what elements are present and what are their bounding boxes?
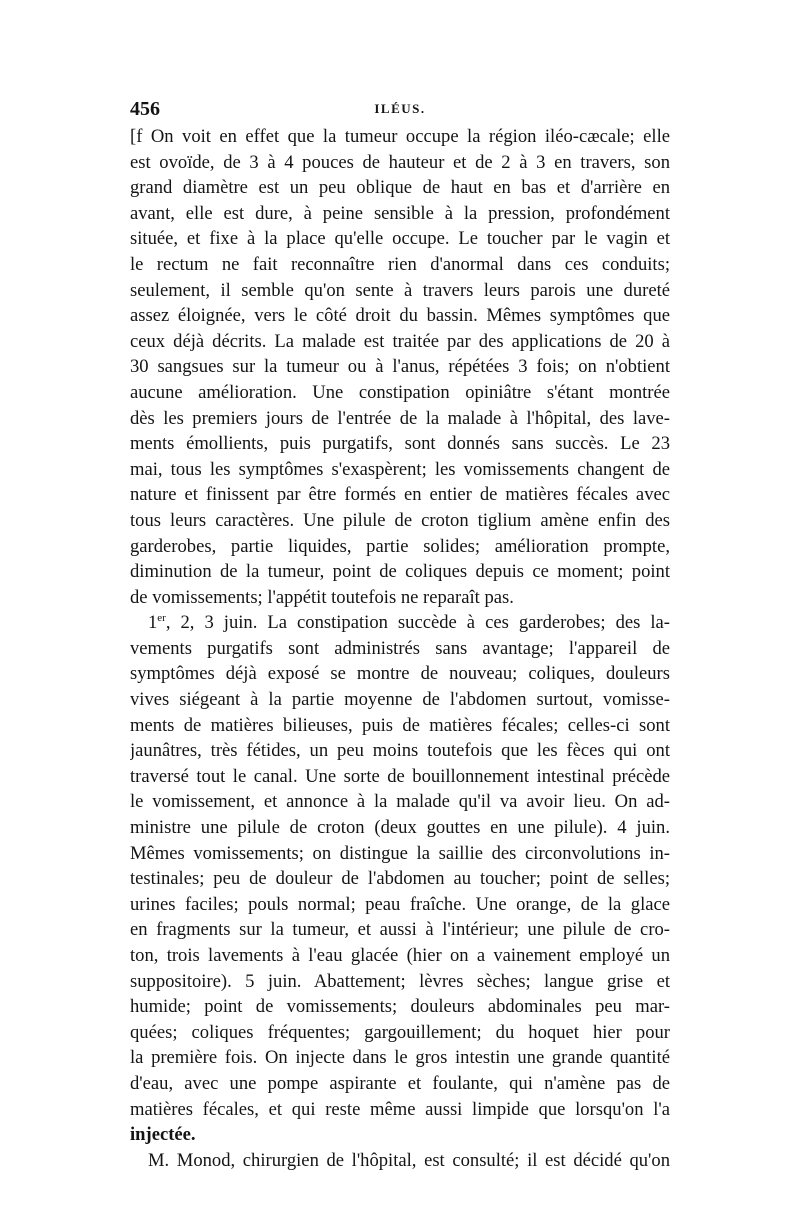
text-line: testinales; peu de douleur de l'abdomen au toucher; point de selles; (130, 868, 670, 890)
text-line: jaunâtres, très fétides, un peu moins toutefois que les fèces qui ont (130, 740, 670, 762)
text-line: aucune amélioration. Une constipation opiniâtre s'étant montrée (130, 381, 670, 403)
text-line: [f On voit en effet que la tumeur occupe la région iléo-cæcale; elle (130, 126, 670, 147)
body-text (130, 124, 670, 1173)
date-prefix: 1 (148, 612, 158, 634)
text-line: de vomissements; l'appétit toutefois ne reparaît pas. (130, 586, 514, 608)
text-line: humide; point de vomissements; douleurs abdominales peu mar- (130, 996, 670, 1018)
text-line: située, et fixe à la place qu'elle occupe. Le toucher par le vagin et (130, 228, 670, 250)
text-line: Mêmes vomissements; on distingue la saillie des circonvolutions in- (130, 842, 670, 864)
paragraph-1 (130, 124, 670, 610)
text-line: symptômes déjà exposé se montre de nouveau; coliques, douleurs (130, 663, 670, 685)
text-line: nature et finissent par être formés en entier de matières fécales avec (130, 484, 670, 506)
text-line: seulement, il semble qu'on sente à travers leurs parois une dureté (130, 279, 670, 301)
text-line: ments émollients, puis purgatifs, sont donnés sans succès. Le 23 (130, 433, 670, 455)
text-line (130, 610, 670, 636)
text-line: matières fécales, et qui reste même aussi limpide que lorsqu'on l'a (130, 1098, 670, 1120)
ordinal-superscript: er (157, 612, 166, 625)
text-line: grand diamètre est un peu oblique de haut en bas et d'arrière en (130, 177, 670, 199)
text-line: la première fois. On injecte dans le gros intestin une grande quantité (130, 1047, 670, 1069)
text-line: le vomissement, et annonce à la malade qu'il va avoir lieu. On ad- (130, 791, 670, 813)
text-line: est ovoïde, de 3 à 4 pouces de hauteur et de 2 à 3 en travers, son (130, 151, 670, 173)
text-line: ceux déjà décrits. La malade est traitée par des applications de 20 à (130, 330, 670, 352)
text-line-content: , 2, 3 juin. La constipation succède à ces garderobes; des la- (165, 612, 670, 634)
text-line: traversé tout le canal. Une sorte de bouillonnement intestinal précède (130, 765, 670, 787)
text-line: suppositoire). 5 juin. Abattement; lèvres sèches; langue grise et (130, 970, 670, 992)
text-line: dès les premiers jours de l'entrée de la malade à l'hôpital, des lave- (130, 407, 670, 429)
paragraph-2 (130, 610, 670, 1147)
running-title: ILÉUS. (374, 101, 426, 116)
text-line: vements purgatifs sont administrés sans avantage; l'appareil de (130, 637, 670, 659)
text-line: assez éloignée, vers le côté droit du bassin. Mêmes symptômes que (130, 305, 670, 327)
page-number: 456 (130, 98, 160, 120)
text-line: en fragments sur la tumeur, et aussi à l'intérieur; une pilule de cro- (130, 919, 670, 941)
text-line: garderobes, partie liquides, partie solides; amélioration prompte, (130, 535, 670, 557)
text-line: injectée. (130, 1124, 196, 1146)
text-line: tous leurs caractères. Une pilule de croton tiglium amène enfin des (130, 509, 670, 531)
text-line: avant, elle est dure, à peine sensible à la pression, profondément (130, 202, 670, 224)
text-line: vives siégeant à la partie moyenne de l'abdomen surtout, vomisse- (130, 689, 670, 711)
paragraph-3 (130, 1148, 670, 1174)
text-line: mai, tous les symptômes s'exaspèrent; les vomissements changent de (130, 458, 670, 480)
text-line: ministre une pilule de croton (deux gouttes en une pilule). 4 juin. (130, 817, 670, 839)
text-line: M. Monod, chirurgien de l'hôpital, est consulté; il est décidé qu'on (148, 1149, 670, 1171)
text-line: ments de matières bilieuses, puis de matières fécales; celles-ci sont (130, 714, 670, 736)
text-line: urines faciles; pouls normal; peau fraîche. Une orange, de la glace (130, 893, 670, 915)
text-line: diminution de la tumeur, point de coliques depuis ce moment; point (130, 561, 670, 583)
running-head (130, 98, 670, 122)
text-line: 30 sangsues sur la tumeur ou à l'anus, répétées 3 fois; on n'obtient (130, 356, 670, 378)
text-line: quées; coliques fréquentes; gargouillement; du hoquet hier pour (130, 1021, 670, 1043)
text-line: ton, trois lavements à l'eau glacée (hier on a vainement employé un (130, 945, 670, 966)
text-line: d'eau, avec une pompe aspirante et foulante, qui n'amène pas de (130, 1072, 670, 1094)
text-line: le rectum ne fait reconnaître rien d'anormal dans ces conduits; (130, 253, 670, 275)
